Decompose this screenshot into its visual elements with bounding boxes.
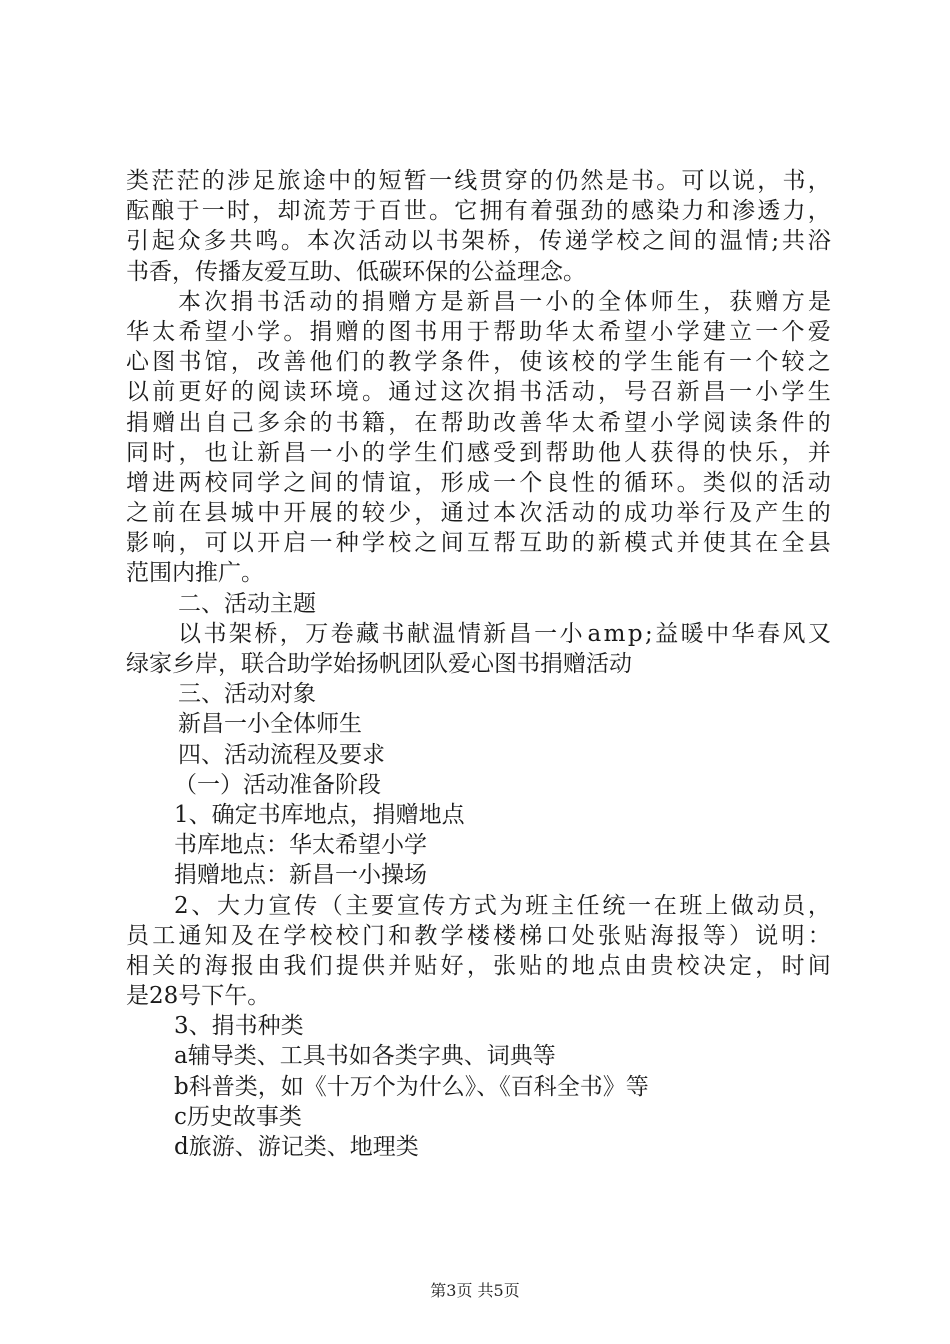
text-line: 心 图 书 馆 ， 改 善 他 们 的 教 学 条 件 ， 使 该 校 的 学 生 能 有 一 个 较 之	[126, 349, 831, 376]
page-footer: 第3页 共5页	[430, 1281, 520, 1300]
text-line: 2 、 大 力 宣 传 （ 主 要 宣 传 方 式 为 班 主 任 统 一 在 班 上 做 动 员 ，	[174, 892, 831, 919]
text-line: 3、捐书种类	[174, 1013, 304, 1040]
text-line: 类 茫 茫 的 涉 足 旅 途 中 的 短 暂 一 线 贯 穿 的 仍 然 是 书 。 可 以 说 ， 书 ，	[126, 168, 831, 194]
text-line: 酝 酿 于 一 时 ， 却 流 芳 于 百 世 。 它 拥 有 着 强 劲 的 感 染 力 和 渗 透 力 ，	[126, 198, 831, 225]
text-line: 引 起 众 多 共 鸣 。 本 次 活 动 以 书 架 桥 ， 传 递 学 校 之 间 的 温 情 ; 共 浴	[126, 228, 831, 255]
text-line: 相 关 的 海 报 由 我 们 提 供 并 贴 好 ， 张 贴 的 地 点 由 贵 校 决 定 ， 时 间	[126, 952, 831, 979]
text-line: b科普类，如《十万个为什么》、《百科全书》等	[174, 1073, 649, 1100]
text-line: 员 工 通 知 及 在 学 校 校 门 和 教 学 楼 楼 梯 口 处 张 贴 海 报 等 ） 说 明 ：	[126, 922, 831, 949]
text-line: 二、活动主题	[178, 590, 316, 617]
text-line: （一）活动准备阶段	[174, 771, 381, 798]
text-line: 增 进 两 校 同 学 之 间 的 情 谊 ， 形 成 一 个 良 性 的 循 环 。 类 似 的 活 动	[126, 469, 831, 496]
text-line: 三、活动对象	[178, 681, 316, 708]
text-line: 是28号下午。	[126, 983, 271, 1010]
text-line: 同 时 ， 也 让 新 昌 一 小 的 学 生 们 感 受 到 帮 助 他 人 获 得 的 快 乐 ， 并	[126, 439, 831, 466]
text-line: a辅导类、工具书如各类字典、词典等	[174, 1043, 556, 1070]
text-line: 1、确定书库地点，捐赠地点	[174, 801, 465, 828]
text-line: 以 前 更 好 的 阅 读 环 境 。 通 过 这 次 捐 书 活 动 ， 号 召 新 昌 一 小 学 生	[126, 379, 831, 406]
text-line: c历史故事类	[174, 1103, 302, 1130]
text-line: 范围内推广。	[126, 560, 264, 587]
document-body	[126, 166, 831, 1162]
text-line: 本 次 捐 书 活 动 的 捐 赠 方 是 新 昌 一 小 的 全 体 师 生 ， 获 赠 方 是	[178, 288, 831, 315]
text-line: 捐 赠 出 自 己 多 余 的 书 籍 ， 在 帮 助 改 善 华 太 希 望 小 学 阅 读 条 件 的	[126, 409, 831, 436]
text-line: 四、活动流程及要求	[178, 741, 385, 768]
text-line: 绿家乡岸，联合助学始扬帆团队爱心图书捐赠活动	[126, 651, 632, 677]
text-line: 影 响 ， 可 以 开 启 一 种 学 校 之 间 互 帮 互 助 的 新 模 式 并 使 其 在 全 县	[126, 530, 831, 557]
text-line: 书库地点：华太希望小学	[174, 832, 427, 859]
text-line: d旅游、游记类、地理类	[174, 1134, 419, 1160]
text-line: 华 太 希 望 小 学 。 捐 赠 的 图 书 用 于 帮 助 华 太 希 望 小 学 建 立 一 个 爱	[126, 318, 831, 345]
text-line: 书香，传播友爱互助、低碳环保的公益理念。	[126, 258, 586, 285]
text-line: 捐赠地点：新昌一小操场	[174, 862, 427, 889]
text-line: 新昌一小全体师生	[178, 711, 362, 738]
text-line: 之 前 在 县 城 中 开 展 的 较 少 ， 通 过 本 次 活 动 的 成 功 举 行 及 产 生 的	[126, 500, 831, 527]
text-line: 以 书 架 桥 ， 万 卷 藏 书 献 温 情 新 昌 一 小 a m p ; 益 暖 中 华 春 风 又	[178, 620, 831, 647]
